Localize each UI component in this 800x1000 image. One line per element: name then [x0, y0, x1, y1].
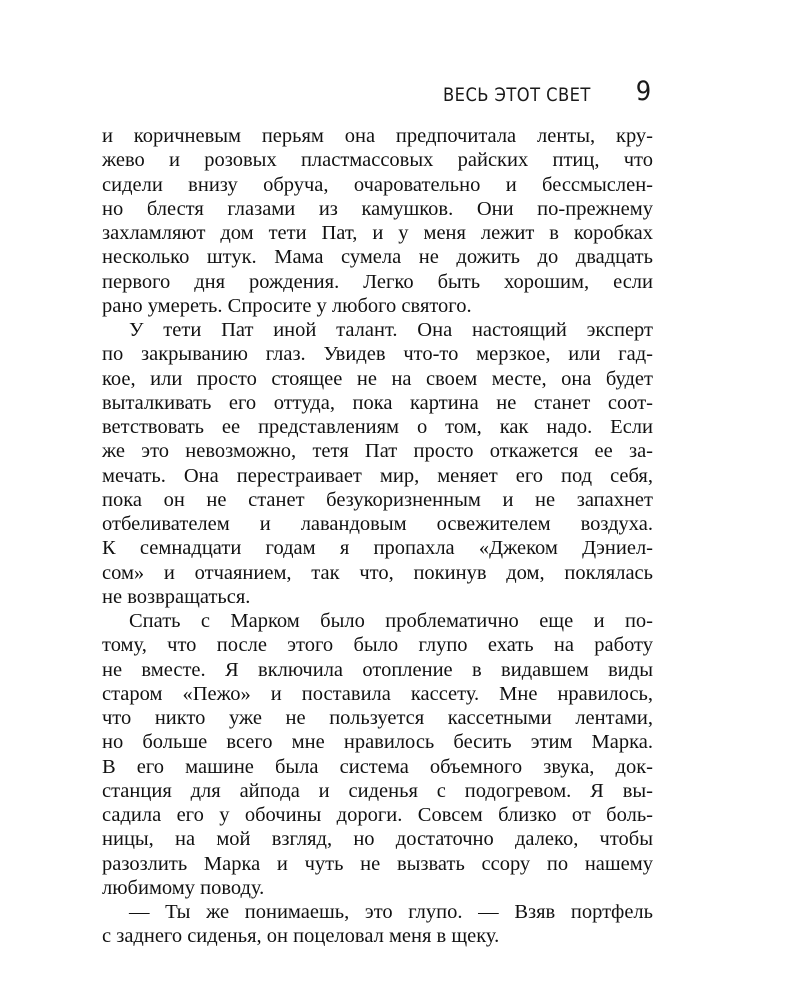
text-line: В его машине была система объемного звука, док- [102, 755, 653, 778]
text-line: старом «Пежо» и поставила кассету. Мне нравилось, [102, 682, 653, 705]
text-line: жево и розовых пластмассовых райских птиц, что [102, 149, 653, 172]
text-line: отбеливателем и лавандовым освежителем воздуха. [102, 513, 653, 535]
text-line: Спать с Марком было проблематично еще и по- [129, 610, 653, 632]
text-line: К семнадцати годам я пропахла «Джеком Дэниел- [102, 537, 653, 560]
text-line: захламляют дом тети Пат, и у меня лежит в коробках [102, 222, 653, 244]
text-line: ветствовать ее представлениям о том, как надо. Если [102, 416, 653, 438]
text-line: не вместе. Я включила отопление в видавшем виды [102, 658, 653, 681]
text-line: садила его у обочины дороги. Совсем близко от боль- [102, 804, 653, 826]
text-line: по закрыванию глаз. Увидев что-то мерзкое, или гад- [102, 343, 653, 366]
text-line: первого дня рождения. Легко быть хорошим, если [102, 270, 653, 293]
page-number: 9 [635, 76, 651, 107]
body-text [102, 124, 653, 949]
text-line: кое, или просто стоящее не на своем месте, она будет [102, 367, 653, 390]
text-line: не возвращаться. [102, 585, 251, 608]
text-line: ницы, на мой взгляд, но достаточно далеко, чтобы [102, 828, 653, 851]
text-line: с заднего сиденья, он поцеловал меня в щеку. [102, 925, 500, 948]
text-line: мечать. Она перестраивает мир, меняет его под себя, [102, 464, 653, 487]
text-line: станция для айпода и сиденья с подогревом. Я вы- [102, 779, 653, 802]
text-line: но блестя глазами из камушков. Они по-прежнему [102, 197, 653, 220]
running-title: ВЕСЬ ЭТОТ СВЕТ [443, 84, 591, 106]
text-line: любимому поводу. [102, 876, 265, 899]
text-line: же это невозможно, тетя Пат просто откажется ее за- [102, 440, 653, 463]
text-line: и коричневым перьям она предпочитала ленты, кру- [102, 125, 653, 147]
text-line: рано умереть. Спросите у любого святого. [102, 294, 472, 317]
text-line: разозлить Марка и чуть не вызвать ссору по нашему [102, 852, 653, 875]
text-line: сидели внизу обруча, очаровательно и бессмыслен- [102, 173, 653, 196]
text-line: но больше всего мне нравилось бесить этим Марка. [102, 731, 653, 754]
text-line: пока он не станет безукоризненным и не запахнет [102, 488, 653, 511]
text-line: сом» и отчаянием, так что, покинув дом, поклялась [102, 561, 653, 584]
text-line: выталкивать его оттуда, пока картина не станет соот- [102, 391, 653, 414]
text-line: У тети Пат иной талант. Она настоящий эксперт [129, 319, 653, 341]
text-line: несколько штук. Мама сумела не дожить до двадцать [102, 246, 653, 269]
running-head [100, 78, 653, 112]
text-line: — Ты же понимаешь, это глупо. — Взяв портфель [129, 901, 653, 923]
text-line: что никто уже не пользуется кассетными лентами, [102, 707, 653, 729]
text-line: тому, что после этого было глупо ехать на работу [102, 634, 653, 657]
